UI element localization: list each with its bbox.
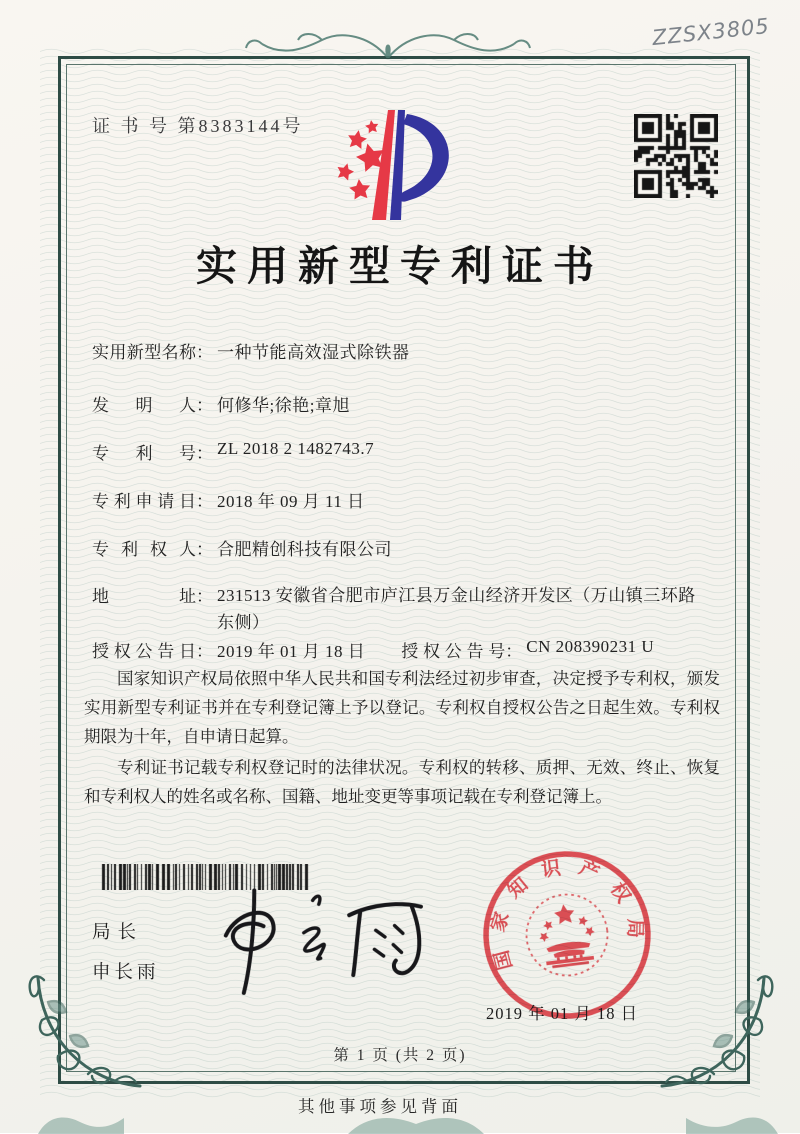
field-colon: ： bbox=[505, 642, 523, 661]
field-value: 一种节能高效湿式除铁器 bbox=[217, 343, 410, 362]
field-value: 2018 年 09 月 11 日 bbox=[217, 492, 365, 511]
officer-title: 局长 bbox=[92, 923, 144, 943]
field-row-invention-name bbox=[92, 338, 410, 363]
field-pair-grant-number bbox=[401, 637, 654, 662]
certificate-title: 实用新型专利证书 bbox=[196, 243, 604, 289]
field-label: 发明人 bbox=[92, 396, 196, 415]
cnipa-logo-icon bbox=[330, 104, 472, 236]
legal-text bbox=[84, 664, 720, 813]
field-row-filing-date bbox=[92, 487, 365, 512]
field-colon: ： bbox=[196, 444, 213, 463]
field-label: 授权公告日 bbox=[92, 642, 196, 661]
field-label: 授权公告号 bbox=[401, 642, 506, 661]
field-colon: ： bbox=[196, 492, 213, 511]
top-flourish-ornament bbox=[238, 28, 538, 58]
handwritten-note: ZZSX3805 bbox=[651, 13, 771, 51]
certificate-number: 证 书 号 第8383144号 bbox=[92, 116, 304, 136]
corner-flourish-right bbox=[658, 962, 776, 1090]
field-value: 231513 安徽省合肥市庐江县万金山经济开发区（万山镇三环路东侧） bbox=[217, 586, 696, 632]
field-colon: ： bbox=[196, 396, 213, 415]
field-label: 专利权人 bbox=[92, 540, 196, 559]
field-row-inventors bbox=[92, 391, 350, 416]
officer-name: 申长雨 bbox=[92, 963, 160, 983]
field-value: ZL 2018 2 1482743.7 bbox=[217, 439, 375, 458]
field-colon: ： bbox=[196, 587, 213, 606]
legal-paragraph-1: 国家知识产权局依照中华人民共和国专利法经过初步审查，决定授予专利权，颁发实用新型专利证书并在专利登记簿上予以登记。专利权自授权公告之日起生效。专利权期限为十年，自申请日起算。 bbox=[84, 669, 720, 746]
field-colon: ： bbox=[196, 343, 213, 362]
field-label: 专利号 bbox=[92, 444, 196, 463]
field-value: 2019 年 01 月 18 日 bbox=[217, 642, 366, 661]
field-value: 何修华;徐艳;章旭 bbox=[217, 396, 350, 415]
legal-paragraph-2: 专利证书记载专利权登记时的法律状况。专利权的转移、质押、无效、终止、恢复和专利权人的姓名或名称、国籍、地址变更等事项记载在专利登记簿上。 bbox=[84, 758, 720, 806]
field-row-grant bbox=[92, 637, 654, 662]
seal-national-emblem bbox=[534, 901, 601, 970]
field-value: CN 208390231 U bbox=[526, 637, 655, 656]
back-side-note: 其他事项参见背面 bbox=[298, 1097, 462, 1116]
officer-signature bbox=[206, 876, 446, 1002]
page-number: 第 1 页 (共 2 页) bbox=[333, 1047, 467, 1064]
field-label: 地址 bbox=[92, 587, 196, 606]
field-label: 实用新型名称 bbox=[92, 343, 196, 362]
field-row-address bbox=[92, 582, 699, 636]
officer-block bbox=[92, 918, 160, 984]
field-colon: ： bbox=[196, 540, 213, 559]
field-label: 专利申请日 bbox=[92, 492, 196, 511]
qr-code bbox=[634, 114, 718, 198]
seal-date: 2019 年 01 月 18 日 bbox=[486, 1004, 639, 1023]
seal-text: 国家知识产权局 bbox=[487, 856, 645, 972]
field-row-patentee bbox=[92, 535, 392, 560]
field-row-patent-number bbox=[92, 439, 374, 464]
field-value: 合肥精创科技有限公司 bbox=[217, 540, 392, 559]
field-colon: ： bbox=[196, 642, 213, 661]
